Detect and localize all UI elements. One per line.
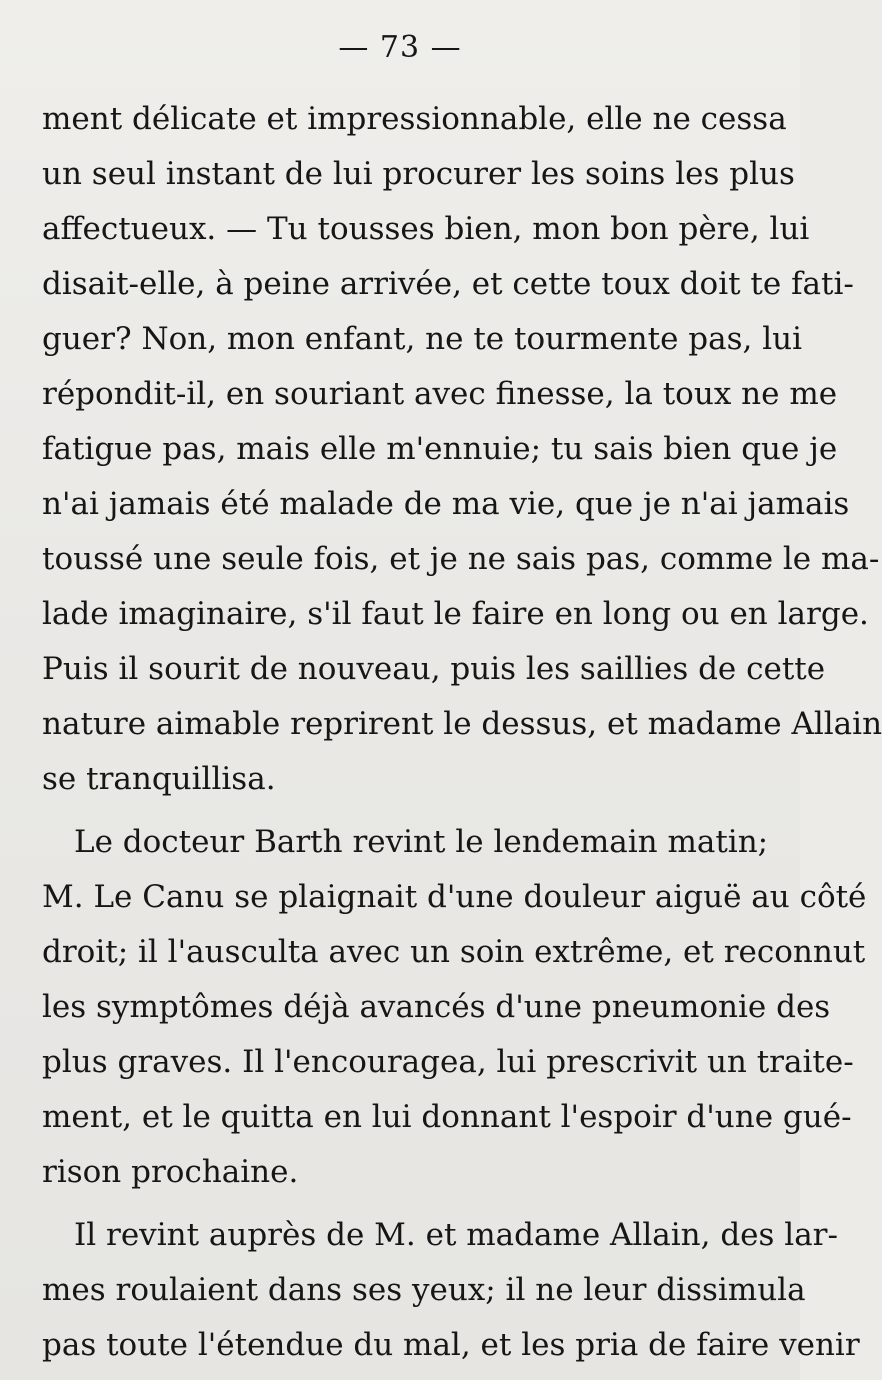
text-line: un seul instant de lui procurer les soins les plus [42, 156, 795, 192]
text-line: pas toute l'étendue du mal, et les pria de faire venir [42, 1327, 860, 1363]
text-line: Le docteur Barth revint le lendemain matin; [74, 824, 769, 860]
text-line: Il revint auprès de M. et madame Allain, des lar- [74, 1217, 838, 1253]
body-text [42, 92, 882, 1373]
text-line: Puis il sourit de nouveau, puis les saillies de cette [42, 651, 826, 687]
text-line: toussé une seule fois, et je ne sais pas, comme le ma- [42, 541, 880, 577]
text-line: rison prochaine. [42, 1154, 299, 1190]
paragraph-gap [42, 807, 758, 815]
text-line: nature aimable reprirent le dessus, et madame Allain [42, 706, 882, 742]
text-line: les symptômes déjà avancés d'une pneumonie des [42, 989, 831, 1025]
paragraph [42, 92, 882, 807]
text-line: répondit-il, en souriant avec finesse, la toux ne me [42, 376, 838, 412]
page-number: — 73 — [338, 30, 462, 65]
text-line: n'ai jamais été malade de ma vie, que je n'ai jamais [42, 486, 850, 522]
text-line: plus graves. Il l'encouragea, lui prescrivit un traite- [42, 1044, 854, 1080]
text-line: M. Le Canu se plaignait d'une douleur aiguë au côté [42, 879, 867, 915]
text-line: se tranquillisa. [42, 761, 276, 797]
text-line: guer? Non, mon enfant, ne te tourmente pas, lui [42, 321, 803, 357]
text-line: ment, et le quitta en lui donnant l'espoir d'une gué- [42, 1099, 852, 1135]
text-line: fatigue pas, mais elle m'ennuie; tu sais bien que je [42, 431, 838, 467]
text-line: ment délicate et impressionnable, elle ne cessa [42, 101, 787, 137]
paragraph [42, 815, 867, 1200]
text-line: disait-elle, à peine arrivée, et cette toux doit te fati- [42, 266, 854, 302]
paragraph [42, 1208, 860, 1373]
text-line: lade imaginaire, s'il faut le faire en long ou en large. [42, 596, 869, 632]
text-line: mes roulaient dans ses yeux; il ne leur dissimula [42, 1272, 806, 1308]
text-line: droit; il l'ausculta avec un soin extrême, et reconnut [42, 934, 866, 970]
paragraph-gap [42, 1200, 758, 1208]
text-line: affectueux. — Tu tousses bien, mon bon père, lui [42, 211, 810, 247]
